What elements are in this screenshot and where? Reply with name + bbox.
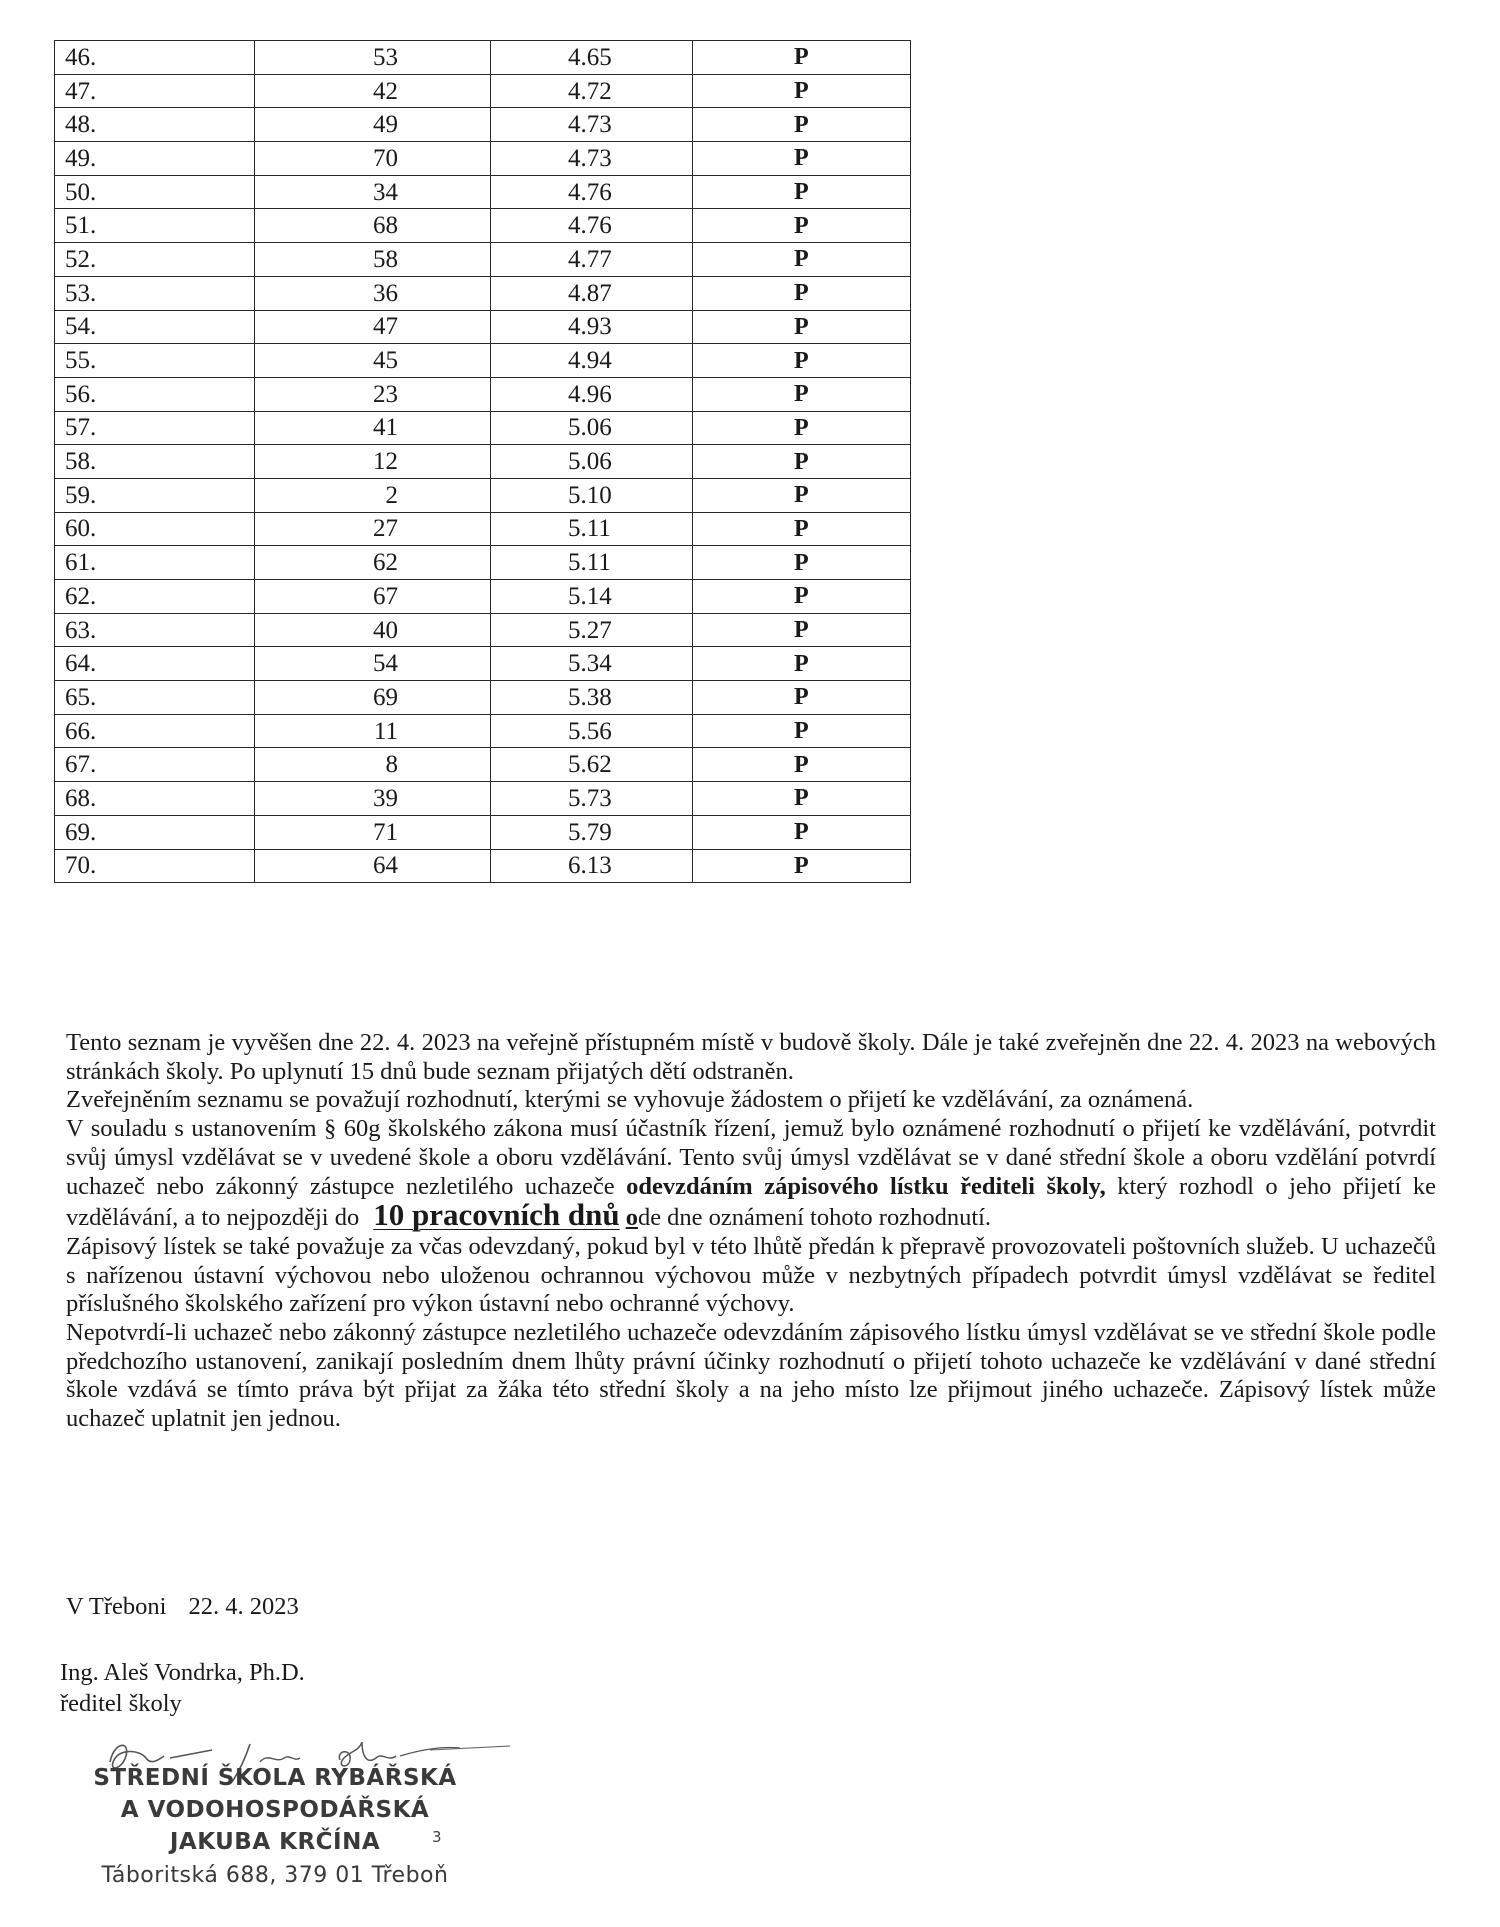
stamp-line-1: STŘEDNÍ ŠKOLA RYBÁŘSKÁ <box>93 1765 457 1791</box>
results-table-body <box>55 41 911 883</box>
score-cell: 4.77 <box>491 243 693 277</box>
score-cell: 4.96 <box>491 377 693 411</box>
table-row <box>55 681 911 715</box>
table-row <box>55 108 911 142</box>
notice-paragraph-postal: Zápisový lístek se také považuje za včas odevzdaný, pokud byl v této lhůtě předán k přepravě provozovateli poštovních služeb. U uchazečů s nařízenou ústavní výchovou nebo uloženou ochrannou výchovou může v nezbytných případech potvrdit úmysl vzdělávat se ředitel příslušného školského zařízení pro výkon ústavní nebo ochranné výchovy. <box>66 1232 1436 1318</box>
table-row <box>55 411 911 445</box>
rank-cell: 58. <box>55 445 255 479</box>
code-cell: 42 <box>255 74 491 108</box>
result-cell: P <box>693 849 911 883</box>
result-cell: P <box>693 276 911 310</box>
result-cell: P <box>693 478 911 512</box>
code-cell: 45 <box>255 344 491 378</box>
code-cell: 12 <box>255 445 491 479</box>
result-cell: P <box>693 714 911 748</box>
result-cell: P <box>693 142 911 176</box>
code-cell: 69 <box>255 681 491 715</box>
score-cell: 5.73 <box>491 782 693 816</box>
code-cell: 68 <box>255 209 491 243</box>
result-cell: P <box>693 310 911 344</box>
table-row <box>55 714 911 748</box>
rank-cell: 59. <box>55 478 255 512</box>
result-cell: P <box>693 108 911 142</box>
code-cell: 36 <box>255 276 491 310</box>
code-cell: 40 <box>255 613 491 647</box>
code-cell: 64 <box>255 849 491 883</box>
table-row <box>55 546 911 580</box>
rank-cell: 50. <box>55 175 255 209</box>
rank-cell: 46. <box>55 41 255 75</box>
rank-cell: 54. <box>55 310 255 344</box>
score-cell: 5.11 <box>491 512 693 546</box>
stamp-address: Táboritská 688, 379 01 Třeboň <box>101 1863 449 1888</box>
rank-cell: 64. <box>55 647 255 681</box>
result-cell: P <box>693 445 911 479</box>
score-cell: 4.76 <box>491 175 693 209</box>
signer-name: Ing. Aleš Vondrka, Ph.D. <box>60 1659 305 1686</box>
result-cell: P <box>693 209 911 243</box>
table-row <box>55 782 911 816</box>
rank-cell: 69. <box>55 815 255 849</box>
results-table <box>54 40 911 883</box>
result-cell: P <box>693 782 911 816</box>
table-row <box>55 815 911 849</box>
result-cell: P <box>693 815 911 849</box>
table-row <box>55 175 911 209</box>
table-row <box>55 445 911 479</box>
rank-cell: 55. <box>55 344 255 378</box>
rank-cell: 57. <box>55 411 255 445</box>
score-cell: 4.72 <box>491 74 693 108</box>
code-cell: 49 <box>255 108 491 142</box>
table-row <box>55 748 911 782</box>
result-cell: P <box>693 512 911 546</box>
score-cell: 5.06 <box>491 445 693 479</box>
notice-paragraph-publication: Tento seznam je vyvěšen dne 22. 4. 2023 na veřejně přístupném místě v budově školy. Dále je také zveřejněn dne 22. 4. 2023 na webových stránkách školy. Po uplynutí 15 dnů bude seznam přijatých dětí odstraněn. <box>66 1029 1436 1085</box>
code-cell: 70 <box>255 142 491 176</box>
result-cell: P <box>693 681 911 715</box>
code-cell: 27 <box>255 512 491 546</box>
code-cell: 8 <box>255 748 491 782</box>
rank-cell: 52. <box>55 243 255 277</box>
rank-cell: 70. <box>55 849 255 883</box>
code-cell: 71 <box>255 815 491 849</box>
score-cell: 5.06 <box>491 411 693 445</box>
confirmation-bold-text: odevzdáním zápisového lístku řediteli školy, <box>626 1172 1106 1200</box>
code-cell: 58 <box>255 243 491 277</box>
code-cell: 54 <box>255 647 491 681</box>
table-row <box>55 580 911 614</box>
code-cell: 23 <box>255 377 491 411</box>
score-cell: 6.13 <box>491 849 693 883</box>
code-cell: 39 <box>255 782 491 816</box>
code-cell: 41 <box>255 411 491 445</box>
table-row <box>55 849 911 883</box>
table-row <box>55 41 911 75</box>
rank-cell: 53. <box>55 276 255 310</box>
score-cell: 5.14 <box>491 580 693 614</box>
confirmation-text-start: V souladu s ustanovením § 60g školského zákona musí účastník řízení, jemuž bylo oznámené rozhodnutí o přijetí ke vzdělávání, potvrdit svůj úmysl vzdělávat se v uvedené škole a oboru vzdělávání. Tento svůj úmysl vzdělávat se v dané střední škole a oboru vzdělání potvrdí uchazeč nebo zákonný zástupce nezletilého uchazeče <box>66 1115 1436 1200</box>
school-stamp <box>70 1762 480 1892</box>
stamp-line-2: A VODOHOSPODÁŘSKÁ <box>120 1797 430 1823</box>
score-cell: 5.38 <box>491 681 693 715</box>
table-row <box>55 243 911 277</box>
score-cell: 5.34 <box>491 647 693 681</box>
score-cell: 4.73 <box>491 108 693 142</box>
result-cell: P <box>693 74 911 108</box>
result-cell: P <box>693 41 911 75</box>
table-row <box>55 512 911 546</box>
result-cell: P <box>693 175 911 209</box>
result-cell: P <box>693 411 911 445</box>
score-cell: 4.76 <box>491 209 693 243</box>
score-cell: 5.62 <box>491 748 693 782</box>
score-cell: 5.27 <box>491 613 693 647</box>
place-and-date <box>66 1593 321 1621</box>
deadline-o-underlined: o <box>625 1204 638 1232</box>
notice-paragraph-decisions: Zveřejněním seznamu se považují rozhodnutí, kterými se vyhovuje žádostem o přijetí ke vzdělávání, za oznámená. <box>66 1086 1194 1114</box>
rank-cell: 49. <box>55 142 255 176</box>
score-cell: 4.65 <box>491 41 693 75</box>
result-cell: P <box>693 647 911 681</box>
confirmation-text-mid: který rozhodl o jeho přijetí ke vzdělávání, a to nejpozději do <box>66 1172 1436 1232</box>
admission-notice <box>66 1029 1436 1434</box>
score-cell: 4.93 <box>491 310 693 344</box>
code-cell: 53 <box>255 41 491 75</box>
score-cell: 5.11 <box>491 546 693 580</box>
rank-cell: 67. <box>55 748 255 782</box>
table-row <box>55 310 911 344</box>
rank-cell: 61. <box>55 546 255 580</box>
result-cell: P <box>693 243 911 277</box>
date: 22. 4. 2023 <box>188 1593 299 1620</box>
stamp-line-3: JAKUBA KRČÍNA <box>169 1829 381 1855</box>
score-cell: 5.56 <box>491 714 693 748</box>
table-row <box>55 647 911 681</box>
score-cell: 5.79 <box>491 815 693 849</box>
confirmation-text-end: de dne oznámení tohoto rozhodnutí. <box>637 1204 992 1232</box>
code-cell: 11 <box>255 714 491 748</box>
table-row <box>55 478 911 512</box>
table-row <box>55 142 911 176</box>
rank-cell: 68. <box>55 782 255 816</box>
code-cell: 2 <box>255 478 491 512</box>
rank-cell: 47. <box>55 74 255 108</box>
deadline-highlight: 10 pracovních dnů <box>373 1197 620 1233</box>
table-row <box>55 377 911 411</box>
code-cell: 34 <box>255 175 491 209</box>
table-row <box>55 276 911 310</box>
result-cell: P <box>693 344 911 378</box>
code-cell: 62 <box>255 546 491 580</box>
rank-cell: 63. <box>55 613 255 647</box>
score-cell: 5.10 <box>491 478 693 512</box>
notice-paragraph-confirmation <box>66 1115 1436 1233</box>
rank-cell: 56. <box>55 377 255 411</box>
table-row <box>55 344 911 378</box>
rank-cell: 65. <box>55 681 255 715</box>
code-cell: 47 <box>255 310 491 344</box>
code-cell: 67 <box>255 580 491 614</box>
result-cell: P <box>693 580 911 614</box>
rank-cell: 60. <box>55 512 255 546</box>
notice-paragraph-consequences: Nepotvrdí-li uchazeč nebo zákonný zástupce nezletilého uchazeče odevzdáním zápisového lístku úmysl vzdělávat se ve střední škole podle předchozího ustanovení, zanikají posledním dnem lhůty právní účinky rozhodnutí o přijetí tohoto uchazeče ke vzdělávání v dané střední škole vzdává se tímto práva být přijat za žáka této střední školy a na jeho místo lze přijmout jiného uchazeče. Zápisový lístek může uchazeč uplatnit jen jednou. <box>66 1319 1436 1433</box>
rank-cell: 48. <box>55 108 255 142</box>
rank-cell: 62. <box>55 580 255 614</box>
rank-cell: 51. <box>55 209 255 243</box>
score-cell: 4.94 <box>491 344 693 378</box>
table-row <box>55 613 911 647</box>
result-cell: P <box>693 546 911 580</box>
table-row <box>55 209 911 243</box>
score-cell: 4.87 <box>491 276 693 310</box>
rank-cell: 66. <box>55 714 255 748</box>
result-cell: P <box>693 377 911 411</box>
table-row <box>55 74 911 108</box>
result-cell: P <box>693 613 911 647</box>
page-number: 3 <box>432 1828 442 1846</box>
place: V Třeboni <box>66 1593 167 1620</box>
result-cell: P <box>693 748 911 782</box>
score-cell: 4.73 <box>491 142 693 176</box>
signer-role: ředitel školy <box>60 1690 182 1717</box>
